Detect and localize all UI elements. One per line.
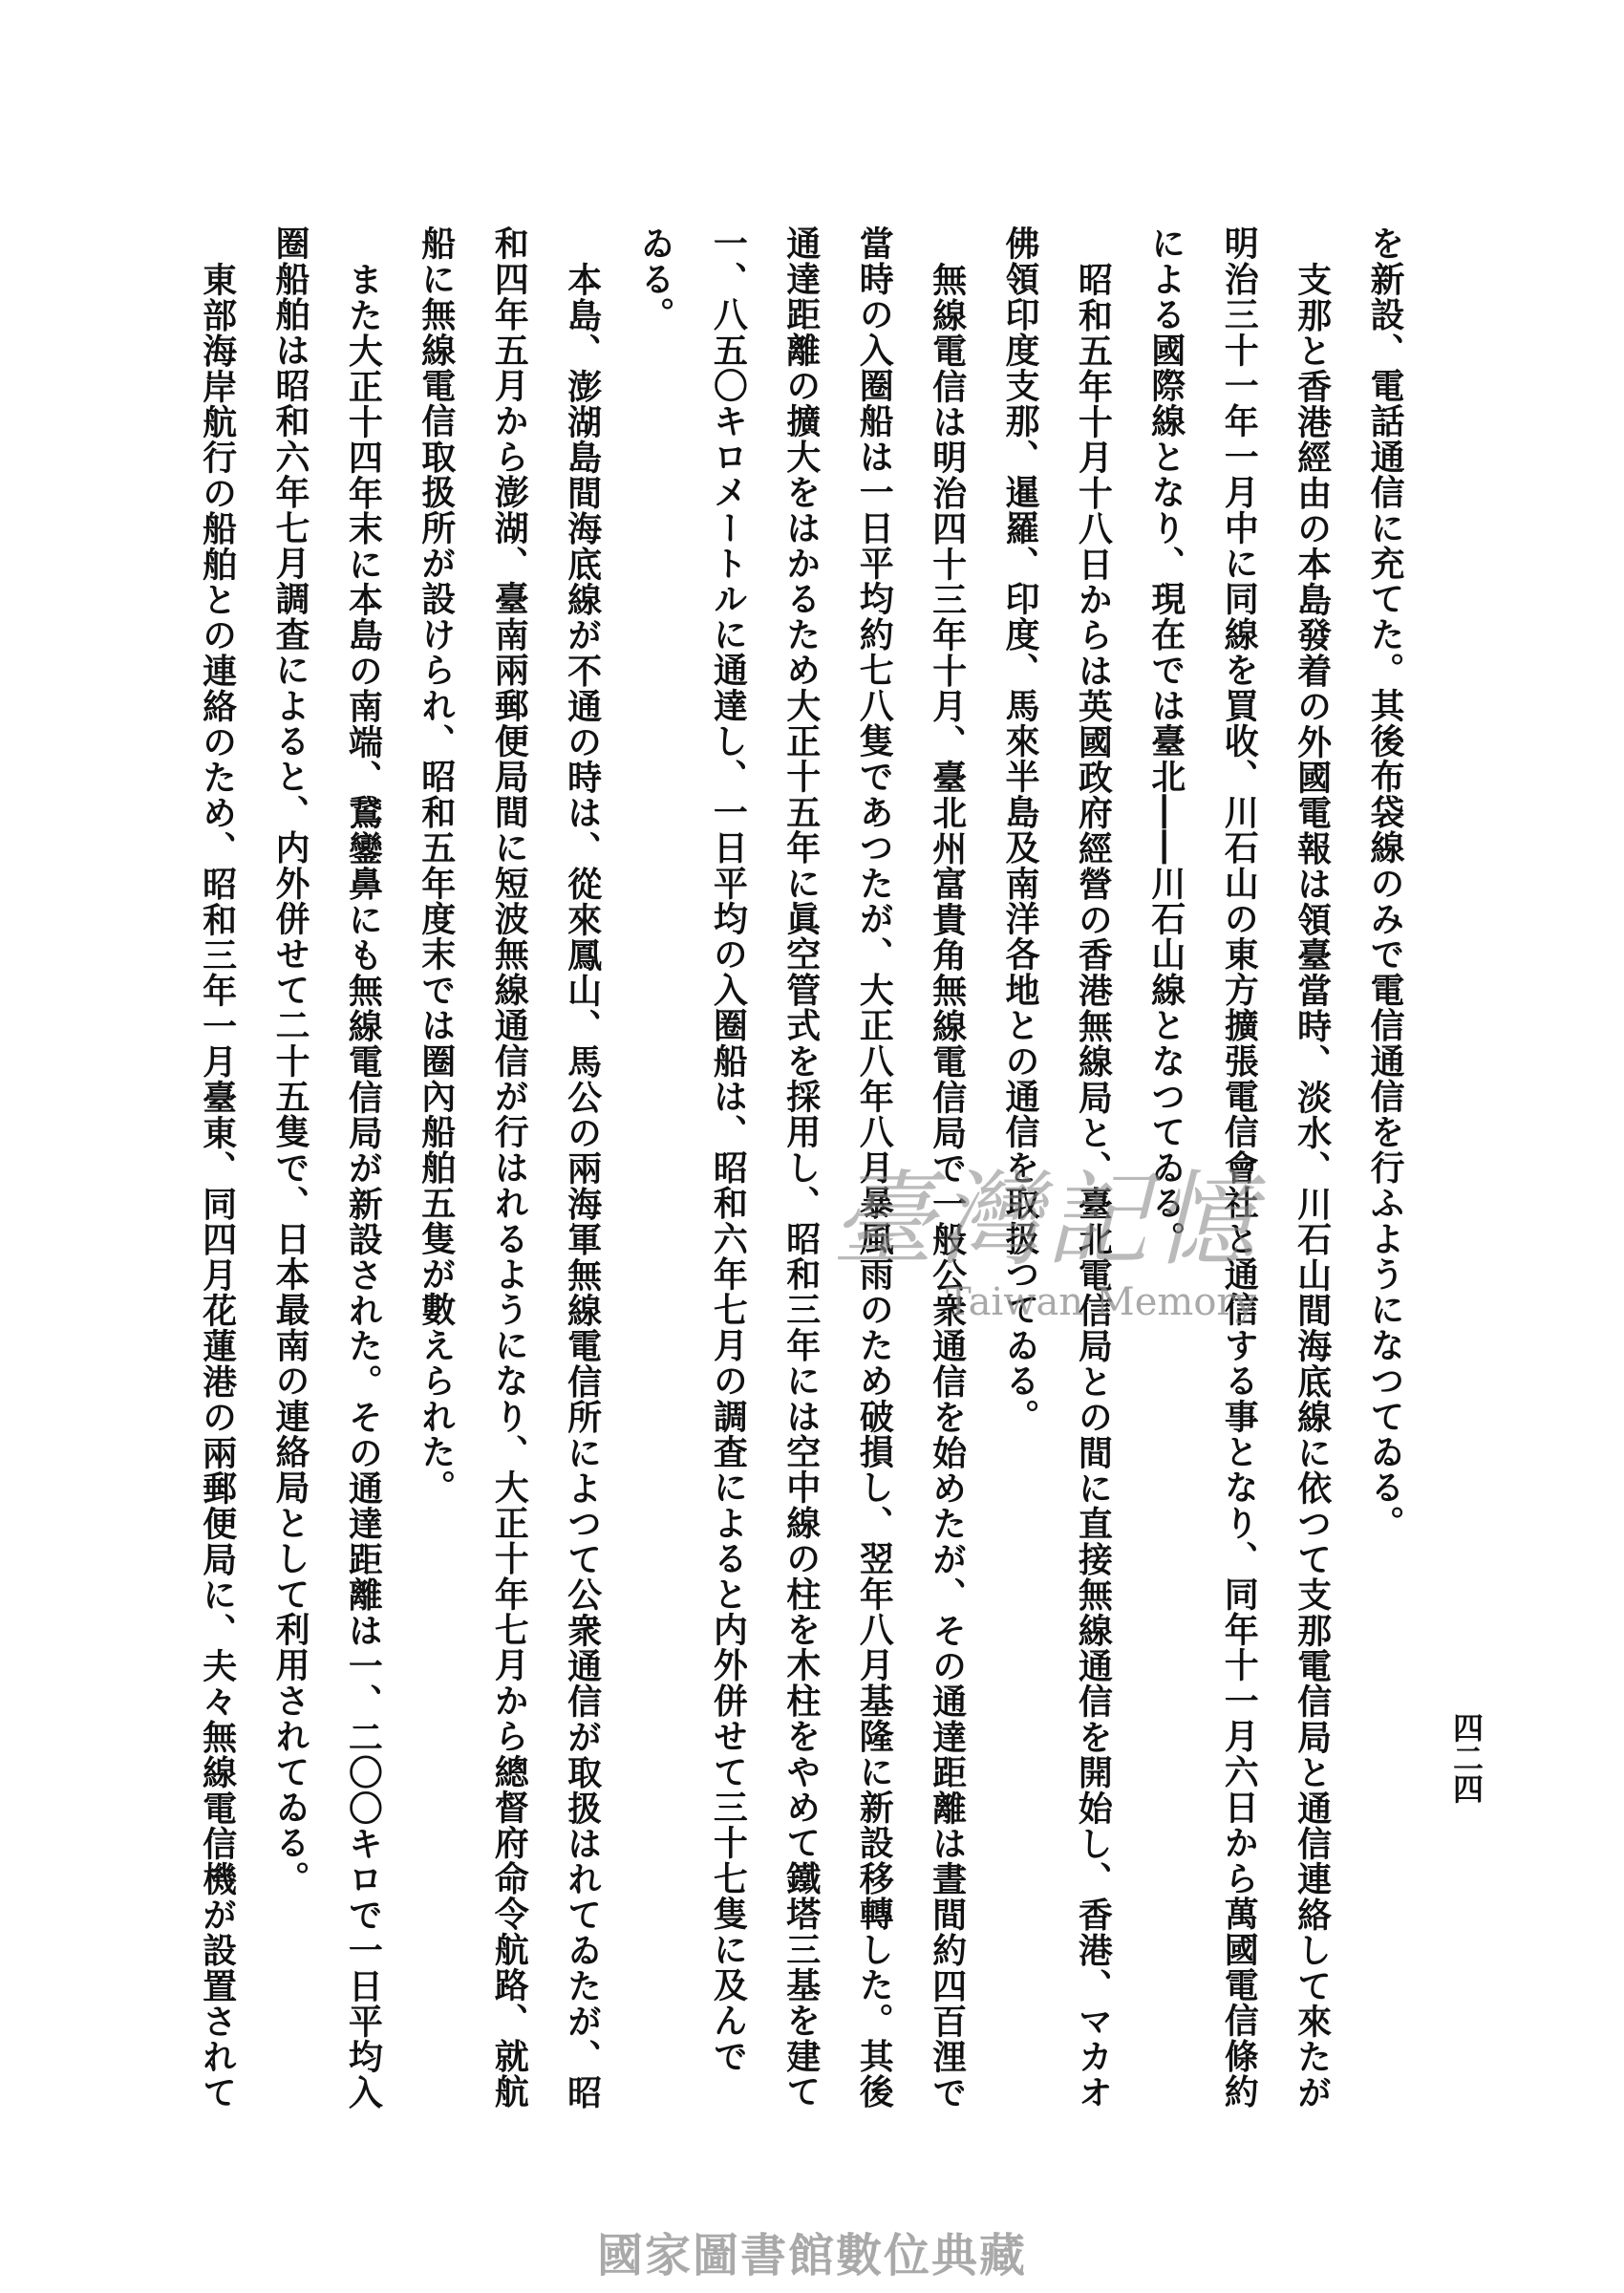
text-column: を新設、電話通信に充てた。其後布袋線のみで電信通信を行ふようになつてゐる。 (1365, 225, 1405, 1541)
text-column: 明治三十一年一月中に同線を買收、川石山の東方擴張電信會社と通信する事となり、同年十一月六日から萬國電信條約 (1219, 225, 1260, 2110)
text-column: 東部海岸航行の船舶との連絡のため、昭和三年一月臺東、同四月花蓮港の兩郵便局に、夫々無線電信機が設置されて (197, 262, 238, 2111)
watermark-subtitle: Taiwan Memory (946, 1280, 1257, 1324)
page-number: 四二四 (1448, 1712, 1485, 1804)
text-column: 船に無線電信取扱所が設けられ、昭和五年度末では圈內船舶五隻が數えられた。 (416, 225, 457, 1506)
text-column: 圈船舶は昭和六年七月調査によると、内外併せて二十五隻で、日本最南の連絡局として利用されてゐる。 (270, 225, 310, 1897)
text-column: また大正十四年末に本島の南端、鵞鑾鼻にも無線電信局が新設された。その通達距離は一、二〇〇キロで一日平均入 (343, 262, 384, 2111)
text-column: 本島、澎湖島間海底線が不通の時は、從來鳳山、馬公の兩海軍無線電信所によつて公衆通信が取扱はれてゐたが、昭 (562, 262, 603, 2111)
text-column: による國際線となり、現在では臺北――川石山線となつてゐる。 (1145, 225, 1186, 1256)
text-column: 支那と香港經由の本島發着の外國電報は領臺當時、淡水、川石山間海底線に依つて支那電信局と通信連絡して來たが (1292, 262, 1333, 2111)
text-column: 和四年五月から澎湖、臺南兩郵便局間に短波無線通信が行はれるようになり、大正十年七月から總督府命令航路、就航 (489, 225, 530, 2110)
text-column: 無線電信は明治四十三年十月、臺北州富貴角無線電信局で一般公衆通信を始めたが、その通達距離は晝間約四百浬で (927, 262, 968, 2111)
text-column: 當時の入圈船は一日平均約七八隻であつたが、大正八年八月暴風雨のため破損し、翌年八月基隆に新設移轉した。其後 (854, 225, 895, 2110)
watermark-title: 臺灣記憶 (831, 1161, 1260, 1280)
text-column: ゐる。 (635, 225, 675, 332)
footer-credit: 國家圖書館數位典藏 (596, 2229, 1027, 2282)
text-column: 昭和五年十月十八日からは英國政府經營の香港無線局と、臺北電信局との間に直接無線通信を開始し、香港、マカオ (1073, 262, 1114, 2111)
text-column: 一、八五〇キロメートルに通達し、一日平均の入圈船は、昭和六年七月の調査によると内外併せて三十七隻に及んで (708, 225, 749, 2074)
text-column: 佛領印度支那、暹羅、印度、馬來半島及南洋各地との通信を取扱つてゐる。 (1000, 225, 1040, 1434)
text-column: 通達距離の擴大をはかるため大正十五年に眞空管式を採用し、昭和三年には空中線の柱を木柱をやめて鐵塔三基を建て (780, 225, 822, 2110)
